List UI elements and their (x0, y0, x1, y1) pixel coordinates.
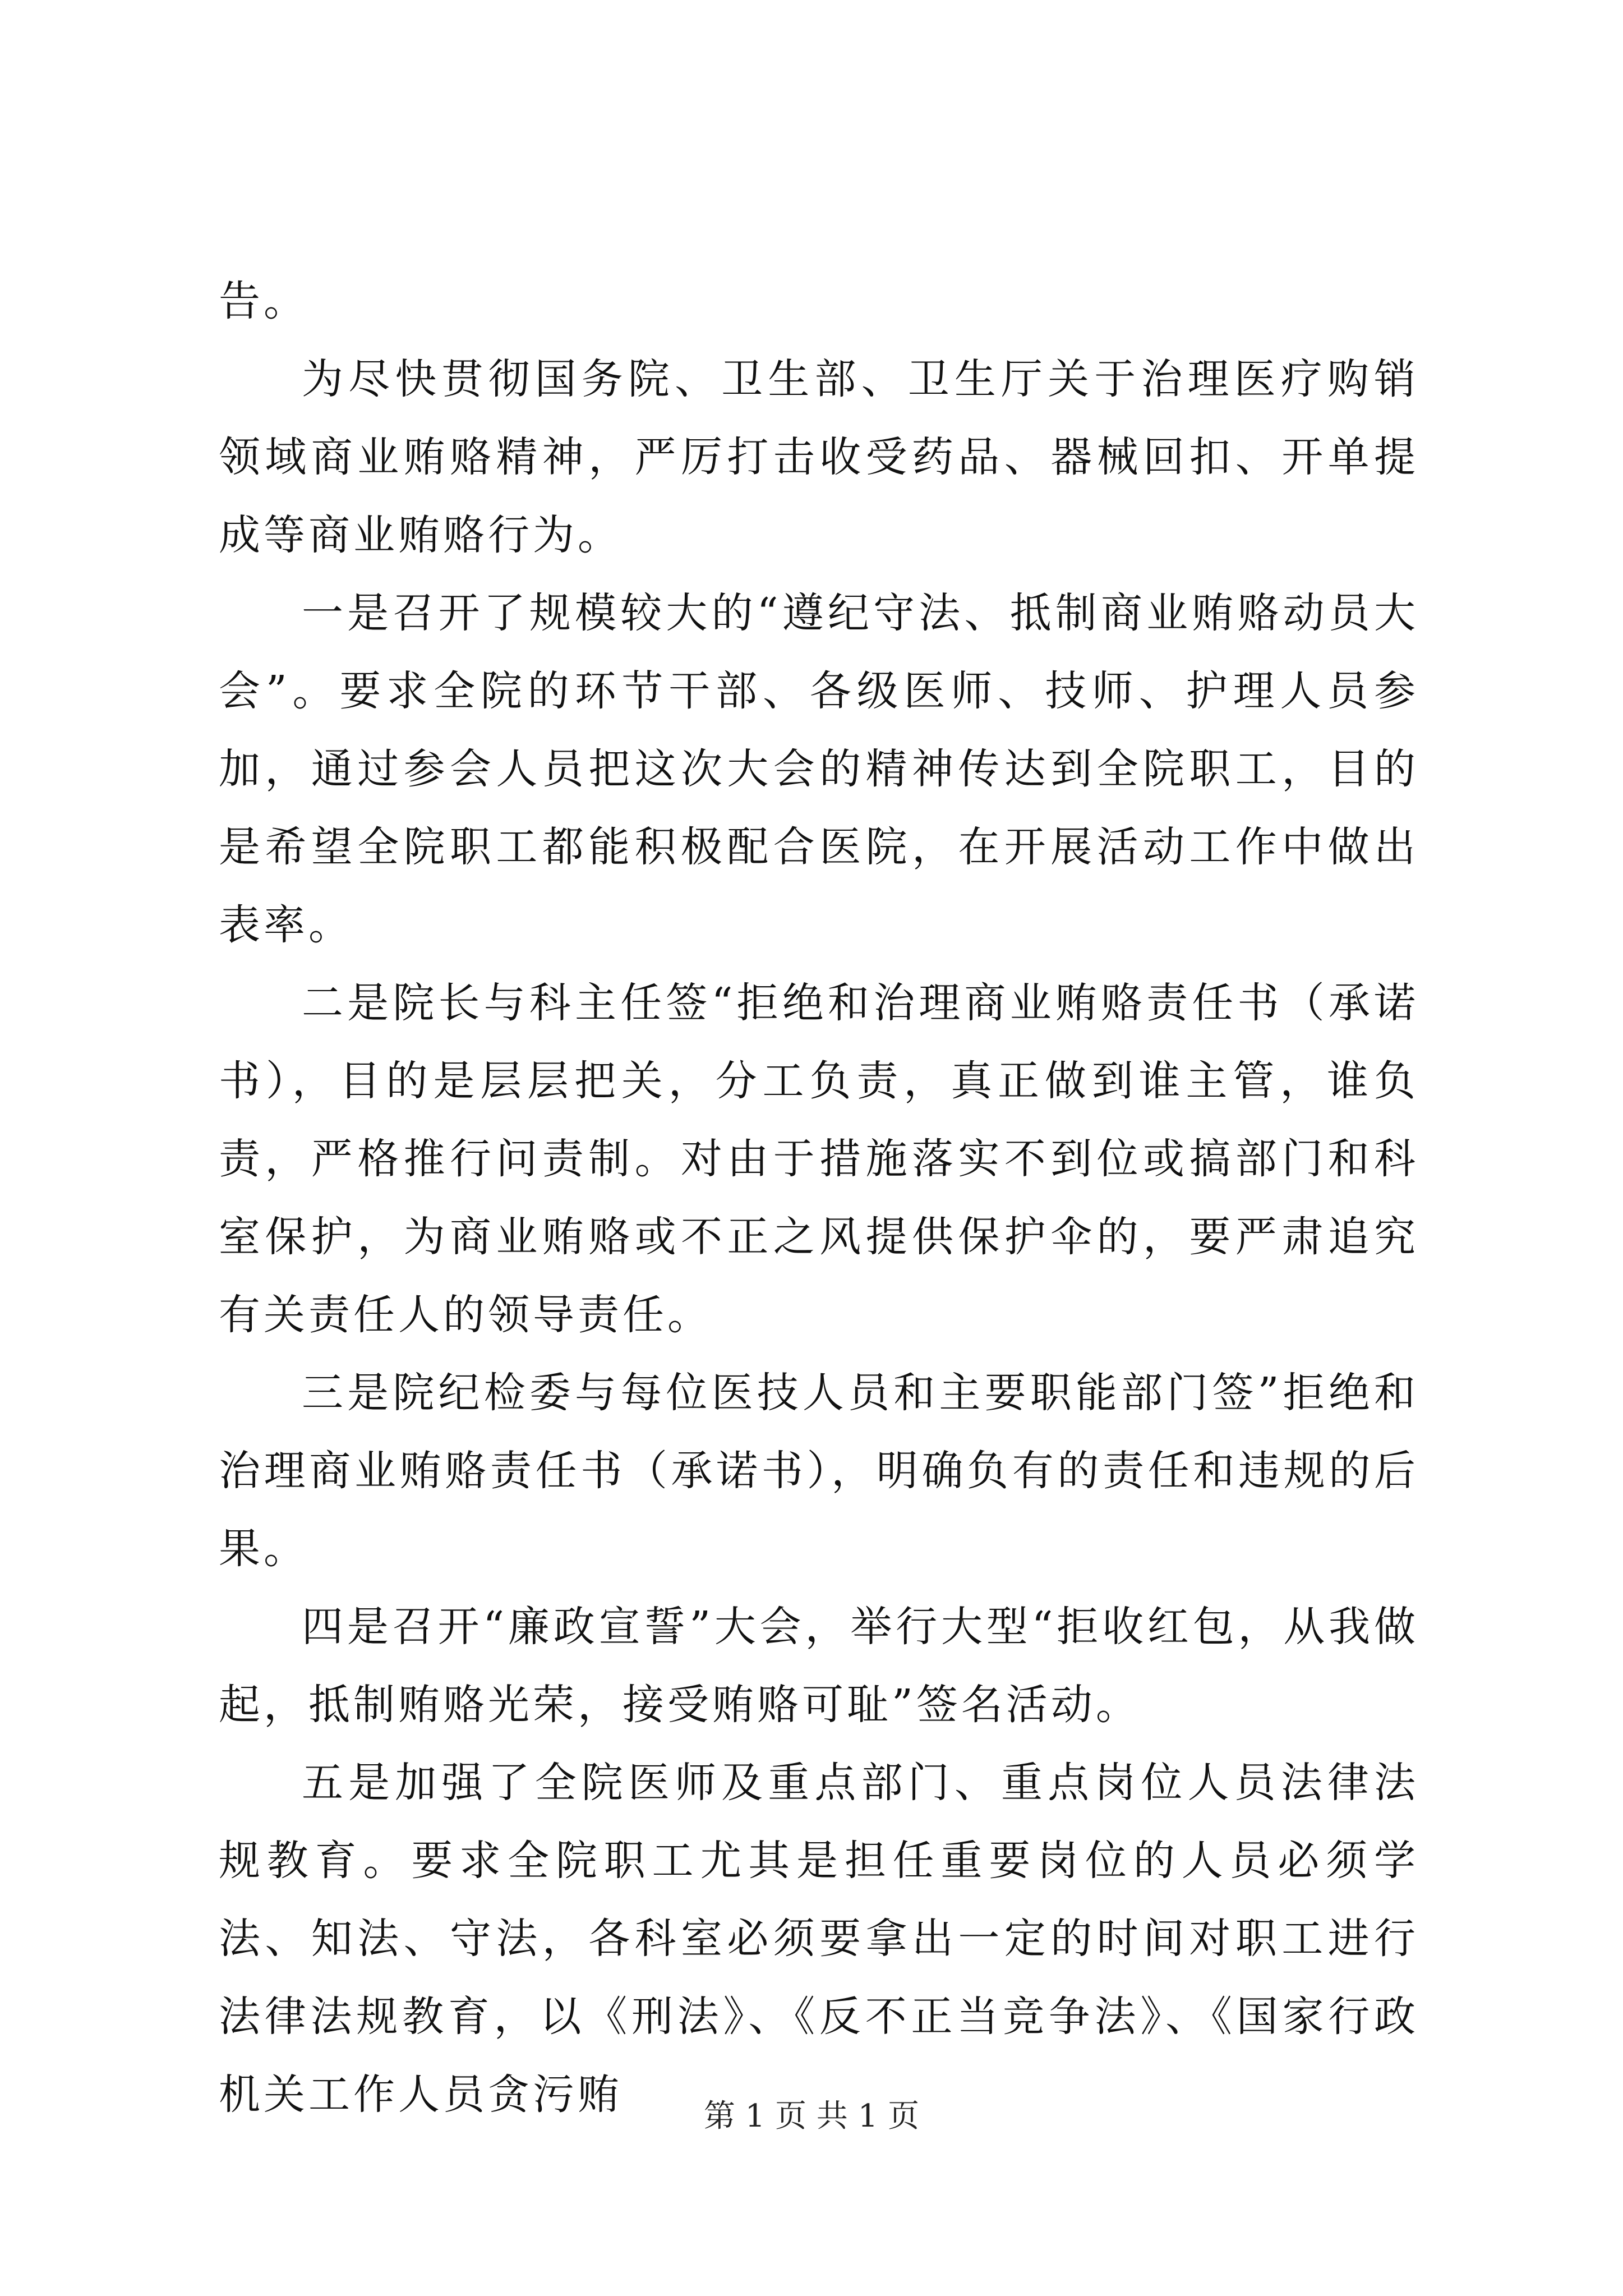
paragraph-item-four: 四是召开“廉政宣誓”大会，举行大型“拒收红包，从我做起，抵制贿赂光荣，接受贿赂可耻”签名活动。 (219, 1603, 1419, 1729)
paragraph-item-two: 二是院长与科主任签“拒绝和治理商业贿赂责任书（承诺书），目的是层层把关，分工负责，真正做到谁主管，谁负责，严格推行问责制。对由于措施落实不到位或搞部门和科室保护，为商业贿赂或不正之风提供保护伞的，要严肃追究有关责任人的领导责任。 (219, 979, 1419, 1339)
paragraph-item-three: 三是院纪检委与每位医技人员和主要职能部门签”拒绝和治理商业贿赂责任书（承诺书），明确负有的责任和违规的后果。 (219, 1369, 1419, 1573)
document-body (219, 263, 1419, 2134)
paragraph-item-one: 一是召开了规模较大的“遵纪守法、抵制商业贿赂动员大会”。要求全院的环节干部、各级医师、技师、护理人员参加，通过参会人员把这次大会的精神传达到全院职工，目的是希望全院职工都能积极配合医院，在开展活动工作中做出表率。 (219, 589, 1419, 949)
paragraph-continuation: 告。 (219, 277, 308, 325)
paragraph-item-five: 五是加强了全院医师及重点部门、重点岗位人员法律法规教育。要求全院职工尤其是担任重要岗位的人员必须学法、知法、守法，各科室必须要拿出一定的时间对职工进行法律法规教育，以《刑法》、《反不正当竞争法》、《国家行政机关工作人员贪污贿 (219, 1759, 1419, 2119)
page-number-footer: 第 1 页 共 1 页 (703, 2098, 920, 2134)
paragraph-intro: 为尽快贯彻国务院、卫生部、卫生厅关于治理医疗购销领域商业贿赂精神，严厉打击收受药品、器械回扣、开单提成等商业贿赂行为。 (219, 355, 1419, 559)
